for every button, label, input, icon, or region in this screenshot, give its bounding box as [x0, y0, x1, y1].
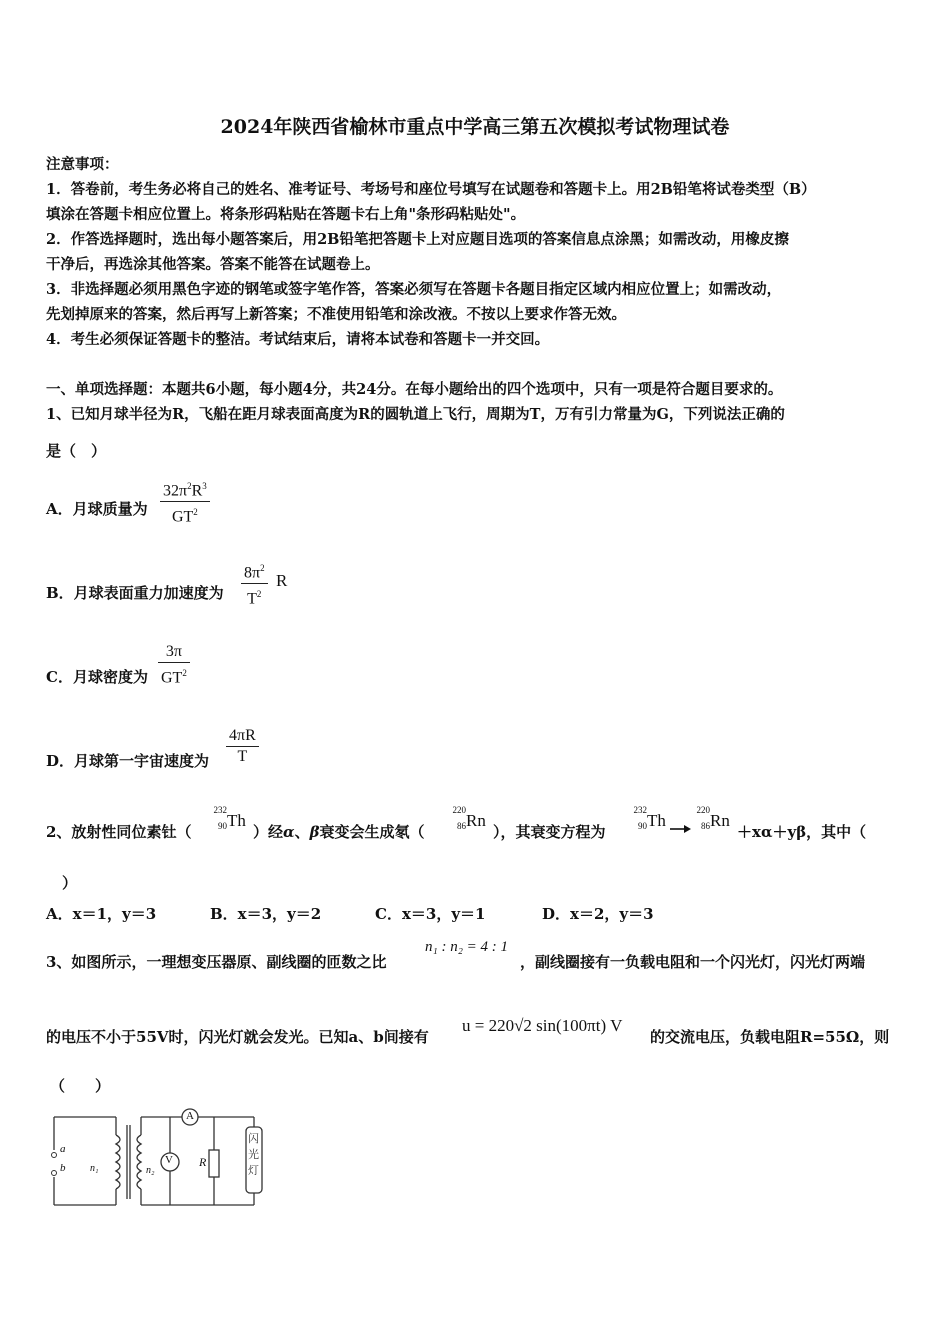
- q3-stem-part2: ，副线圈接有一负载电阻和一个闪光灯，闪光灯两端: [520, 953, 866, 971]
- reaction-arrow-icon: [670, 824, 692, 834]
- notice-line: 2．作答选择题时，选出每小题答案后，用2B铅笔把答题卡上对应题目选项的答案信息点涂黑；如需改动，用橡皮擦: [46, 231, 789, 248]
- q2-choice-c: C．x＝3，y＝1: [375, 905, 486, 923]
- q1-option-b-tail: R: [276, 571, 288, 590]
- q3-stem-end: （ ）: [50, 1077, 111, 1095]
- q3-voltage-expression: u = 220√2 sin(100πt) V: [462, 1016, 623, 1035]
- flash-lamp-label: 闪 光 灯: [248, 1132, 259, 1177]
- notice-line: 3．非选择题必须用黑色字迹的钢笔或签字笔作答，答案必须写在答题卡各题目指定区域内相应位置上；如需改动，: [46, 281, 782, 298]
- q2-stem-part3: ），其衰变方程为: [493, 823, 606, 841]
- q3-stem-part3: 的电压不小于55V时，闪光灯就会发光。已知a、b间接有: [46, 1028, 429, 1046]
- notice-line: 填涂在答题卡相应位置上。将条形码粘贴在答题卡右上角"条形码粘贴处"。: [46, 206, 526, 223]
- q1-option-a-label: A．月球质量为: [46, 500, 148, 518]
- q2-choice-d: D．x＝2，y＝3: [542, 905, 654, 923]
- q3-stem-part4: 的交流电压，负载电阻R=55Ω，则: [650, 1028, 890, 1046]
- q1-option-c-label: C．月球密度为: [46, 668, 148, 686]
- q1-stem: 1、已知月球半径为R，飞船在距月球表面高度为R的圆轨道上飞行，周期为T，万有引力常量为G，下列说法正确的: [46, 406, 785, 423]
- q1-option-a-formula: $32\pi^2R^3$ $GT^2$: [160, 476, 210, 528]
- q2-equation-thorium: 232 90 Th: [633, 805, 666, 831]
- q2-radon-nuclide: 220 86 Rn: [452, 805, 486, 831]
- q2-equation-radon: 220 86 Rn: [696, 805, 730, 831]
- q1-stem-end: 是（ ）: [46, 442, 107, 460]
- q2-choice-a: A．x＝1，y＝3: [46, 905, 157, 923]
- q1-option-d-formula: 4πR T: [226, 726, 259, 767]
- q2-choice-b: B．x＝3，y＝2: [210, 905, 322, 923]
- q2-stem-part1: 2、放射性同位素钍（: [46, 823, 192, 841]
- ammeter-icon: A: [186, 1110, 194, 1122]
- terminal-a-label: a: [60, 1143, 66, 1155]
- notice-heading: 注意事项：: [46, 156, 119, 173]
- q2-thorium-nuclide: 232 90 Th: [213, 805, 246, 831]
- resistor-label: R: [199, 1155, 207, 1169]
- q2-stem-end: ）: [62, 874, 78, 892]
- q1-option-c-formula: 3π $GT^2$: [158, 642, 190, 688]
- notice-line: 干净后，再选涂其他答案。答案不能答在试题卷上。: [46, 256, 380, 273]
- page-title: 2024年陕西省榆林市重点中学高三第五次模拟考试物理试卷: [220, 116, 730, 138]
- secondary-turns-label: n₂: [146, 1165, 155, 1176]
- terminal-b-label: b: [60, 1162, 66, 1174]
- voltmeter-icon: V: [165, 1154, 173, 1166]
- notice-line: 1．答卷前，考生务必将自己的姓名、准考证号、考场号和座位号填写在试题卷和答题卡上。用2B铅笔将试卷类型（B）: [46, 181, 816, 198]
- q1-option-b-formula: $8\pi^2$ $T^2$: [241, 558, 268, 610]
- q2-stem-part2: ）经α、β衰变会生成氡（: [253, 823, 425, 841]
- q1-option-b-label: B．月球表面重力加速度为: [46, 584, 224, 602]
- q3-stem-part1: 3、如图所示，一理想变压器原、副线圈的匝数之比: [46, 953, 387, 971]
- q2-stem-part4: ＋xα＋yβ，其中（: [737, 823, 867, 841]
- notice-line: 先划掉原来的答案，然后再写上新答案；不准使用铅笔和涂改液。不按以上要求作答无效。: [46, 306, 626, 323]
- notice-line: 4．考生必须保证答题卡的整洁。考试结束后，请将本试卷和答题卡一并交回。: [46, 331, 550, 348]
- transformer-circuit-diagram: [46, 1105, 276, 1210]
- q1-option-d-label: D．月球第一宇宙速度为: [46, 752, 210, 770]
- section-heading: 一、单项选择题：本题共6小题，每小题4分，共24分。在每小题给出的四个选项中，只有一项是符合题目要求的。: [46, 381, 783, 398]
- primary-turns-label: n₁: [90, 1163, 99, 1174]
- q3-turns-ratio: n₁ : n₂ = 4 : 1: [425, 939, 509, 955]
